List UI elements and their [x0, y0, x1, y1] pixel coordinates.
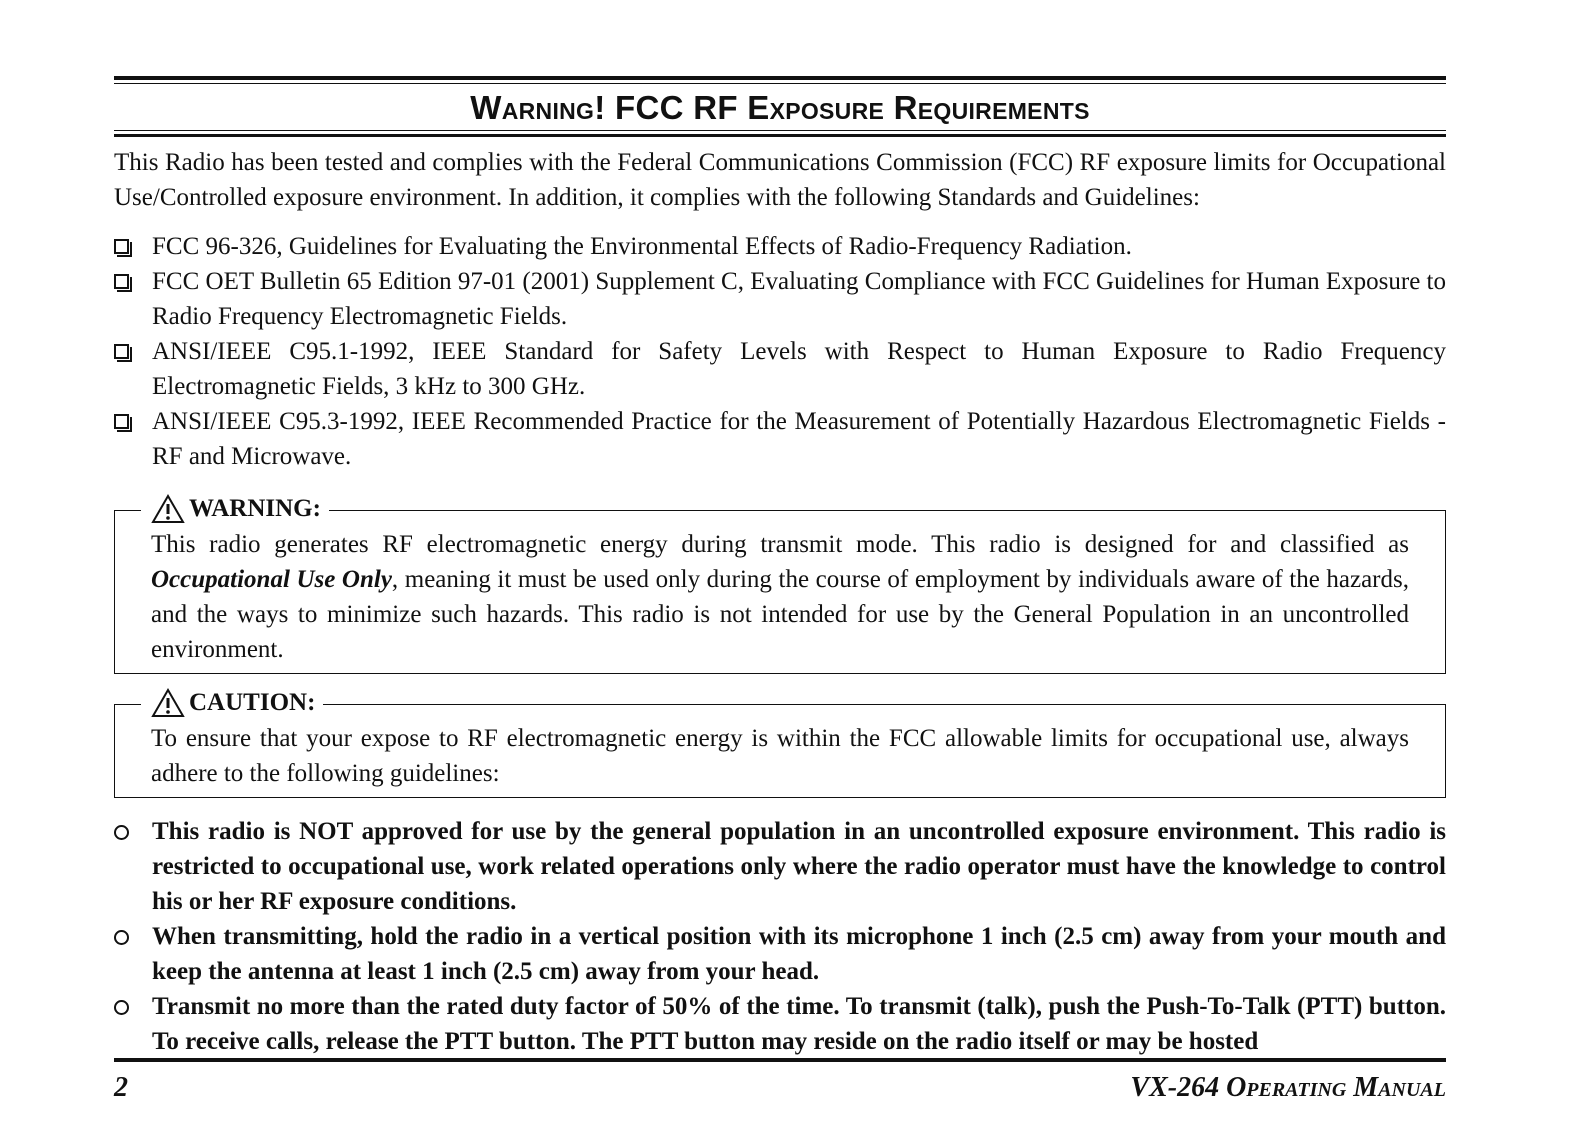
- title-rule-bottom: [114, 130, 1446, 137]
- standard-text: ANSI/IEEE C95.1-1992, IEEE Standard for Safety Levels with Respect to Human Exposure to Radio Frequency Electromagnetic Fields, 3 kHz to 300 GHz.: [152, 338, 1446, 400]
- list-item: [114, 229, 1446, 264]
- guidelines-list: [114, 814, 1446, 1059]
- warning-emphasis: Occupational Use Only: [151, 566, 392, 593]
- title-rule-top: [114, 76, 1446, 84]
- warning-box: [114, 495, 1446, 674]
- list-item: [114, 814, 1446, 919]
- caution-heading: [141, 686, 323, 720]
- intro-paragraph: This Radio has been tested and complies with the Federal Communications Commission (FCC) RF exposure limits for Occupational Use/Controlled exposure environment. In addition, it complies with the following Standards and Guidelines:: [114, 149, 1446, 211]
- footer-rule: [114, 1058, 1446, 1062]
- list-item: [114, 404, 1446, 474]
- caution-text: To ensure that your expose to RF electromagnetic energy is within the FCC allowable limits for occupational use, always adhere to the following guidelines:: [151, 725, 1409, 787]
- page-footer: [114, 1072, 1446, 1112]
- warning-label: WARNING:: [189, 495, 321, 522]
- caution-box: [114, 689, 1446, 798]
- guideline-text: Transmit no more than the rated duty factor of 50% of the time. To transmit (talk), push the Push-To-Talk (PTT) button. To receive calls, release the PTT button. The PTT button may reside on the radio itself or may be hosted: [152, 993, 1446, 1055]
- warning-heading: [141, 492, 329, 526]
- page-title: Warning! FCC RF Exposure Requirements: [470, 89, 1090, 126]
- list-item: [114, 264, 1446, 334]
- standard-text: FCC OET Bulletin 65 Edition 97-01 (2001) Supplement C, Evaluating Compliance with FCC Guidelines for Human Exposure to Radio Frequency Electromagnetic Fields.: [152, 268, 1446, 330]
- standards-list: [114, 229, 1446, 474]
- manual-page: [114, 76, 1446, 1059]
- list-item: [114, 919, 1446, 989]
- manual-title: VX-264 Operating Manual: [1130, 1072, 1446, 1103]
- warning-text-after: , meaning it must be used only during the course of employment by individuals aware of the hazards, and the ways to minimize such hazards. This radio is not intended for use by the General Population in an uncontrolled environment.: [151, 566, 1409, 663]
- warning-triangle-icon: [151, 494, 185, 524]
- checkbox-bullet-icon: [114, 274, 129, 289]
- circle-bullet-icon: [114, 930, 129, 945]
- standard-text: FCC 96-326, Guidelines for Evaluating the Environmental Effects of Radio-Frequency Radiation.: [152, 233, 1132, 260]
- standard-text: ANSI/IEEE C95.3-1992, IEEE Recommended Practice for the Measurement of Potentially Hazardous Electromagnetic Fields - RF and Microwave.: [152, 408, 1446, 470]
- checkbox-bullet-icon: [114, 414, 129, 429]
- list-item: [114, 334, 1446, 404]
- guideline-text: When transmitting, hold the radio in a vertical position with its microphone 1 inch (2.5 cm) away from your mouth and keep the antenna at least 1 inch (2.5 cm) away from your head.: [152, 923, 1446, 985]
- warning-text-before: This radio generates RF electromagnetic energy during transmit mode. This radio is designed for and classified as: [151, 531, 1409, 558]
- circle-bullet-icon: [114, 825, 129, 840]
- list-item: [114, 989, 1446, 1059]
- caution-label: CAUTION:: [189, 689, 316, 716]
- guideline-text: This radio is NOT approved for use by the general population in an uncontrolled exposure environment. This radio is restricted to occupational use, work related operations only where the radio operator must have the knowledge to control his or her RF exposure conditions.: [152, 818, 1446, 915]
- checkbox-bullet-icon: [114, 239, 129, 254]
- page-number: 2: [114, 1072, 128, 1103]
- circle-bullet-icon: [114, 1000, 129, 1015]
- checkbox-bullet-icon: [114, 344, 129, 359]
- warning-triangle-icon: [151, 688, 185, 718]
